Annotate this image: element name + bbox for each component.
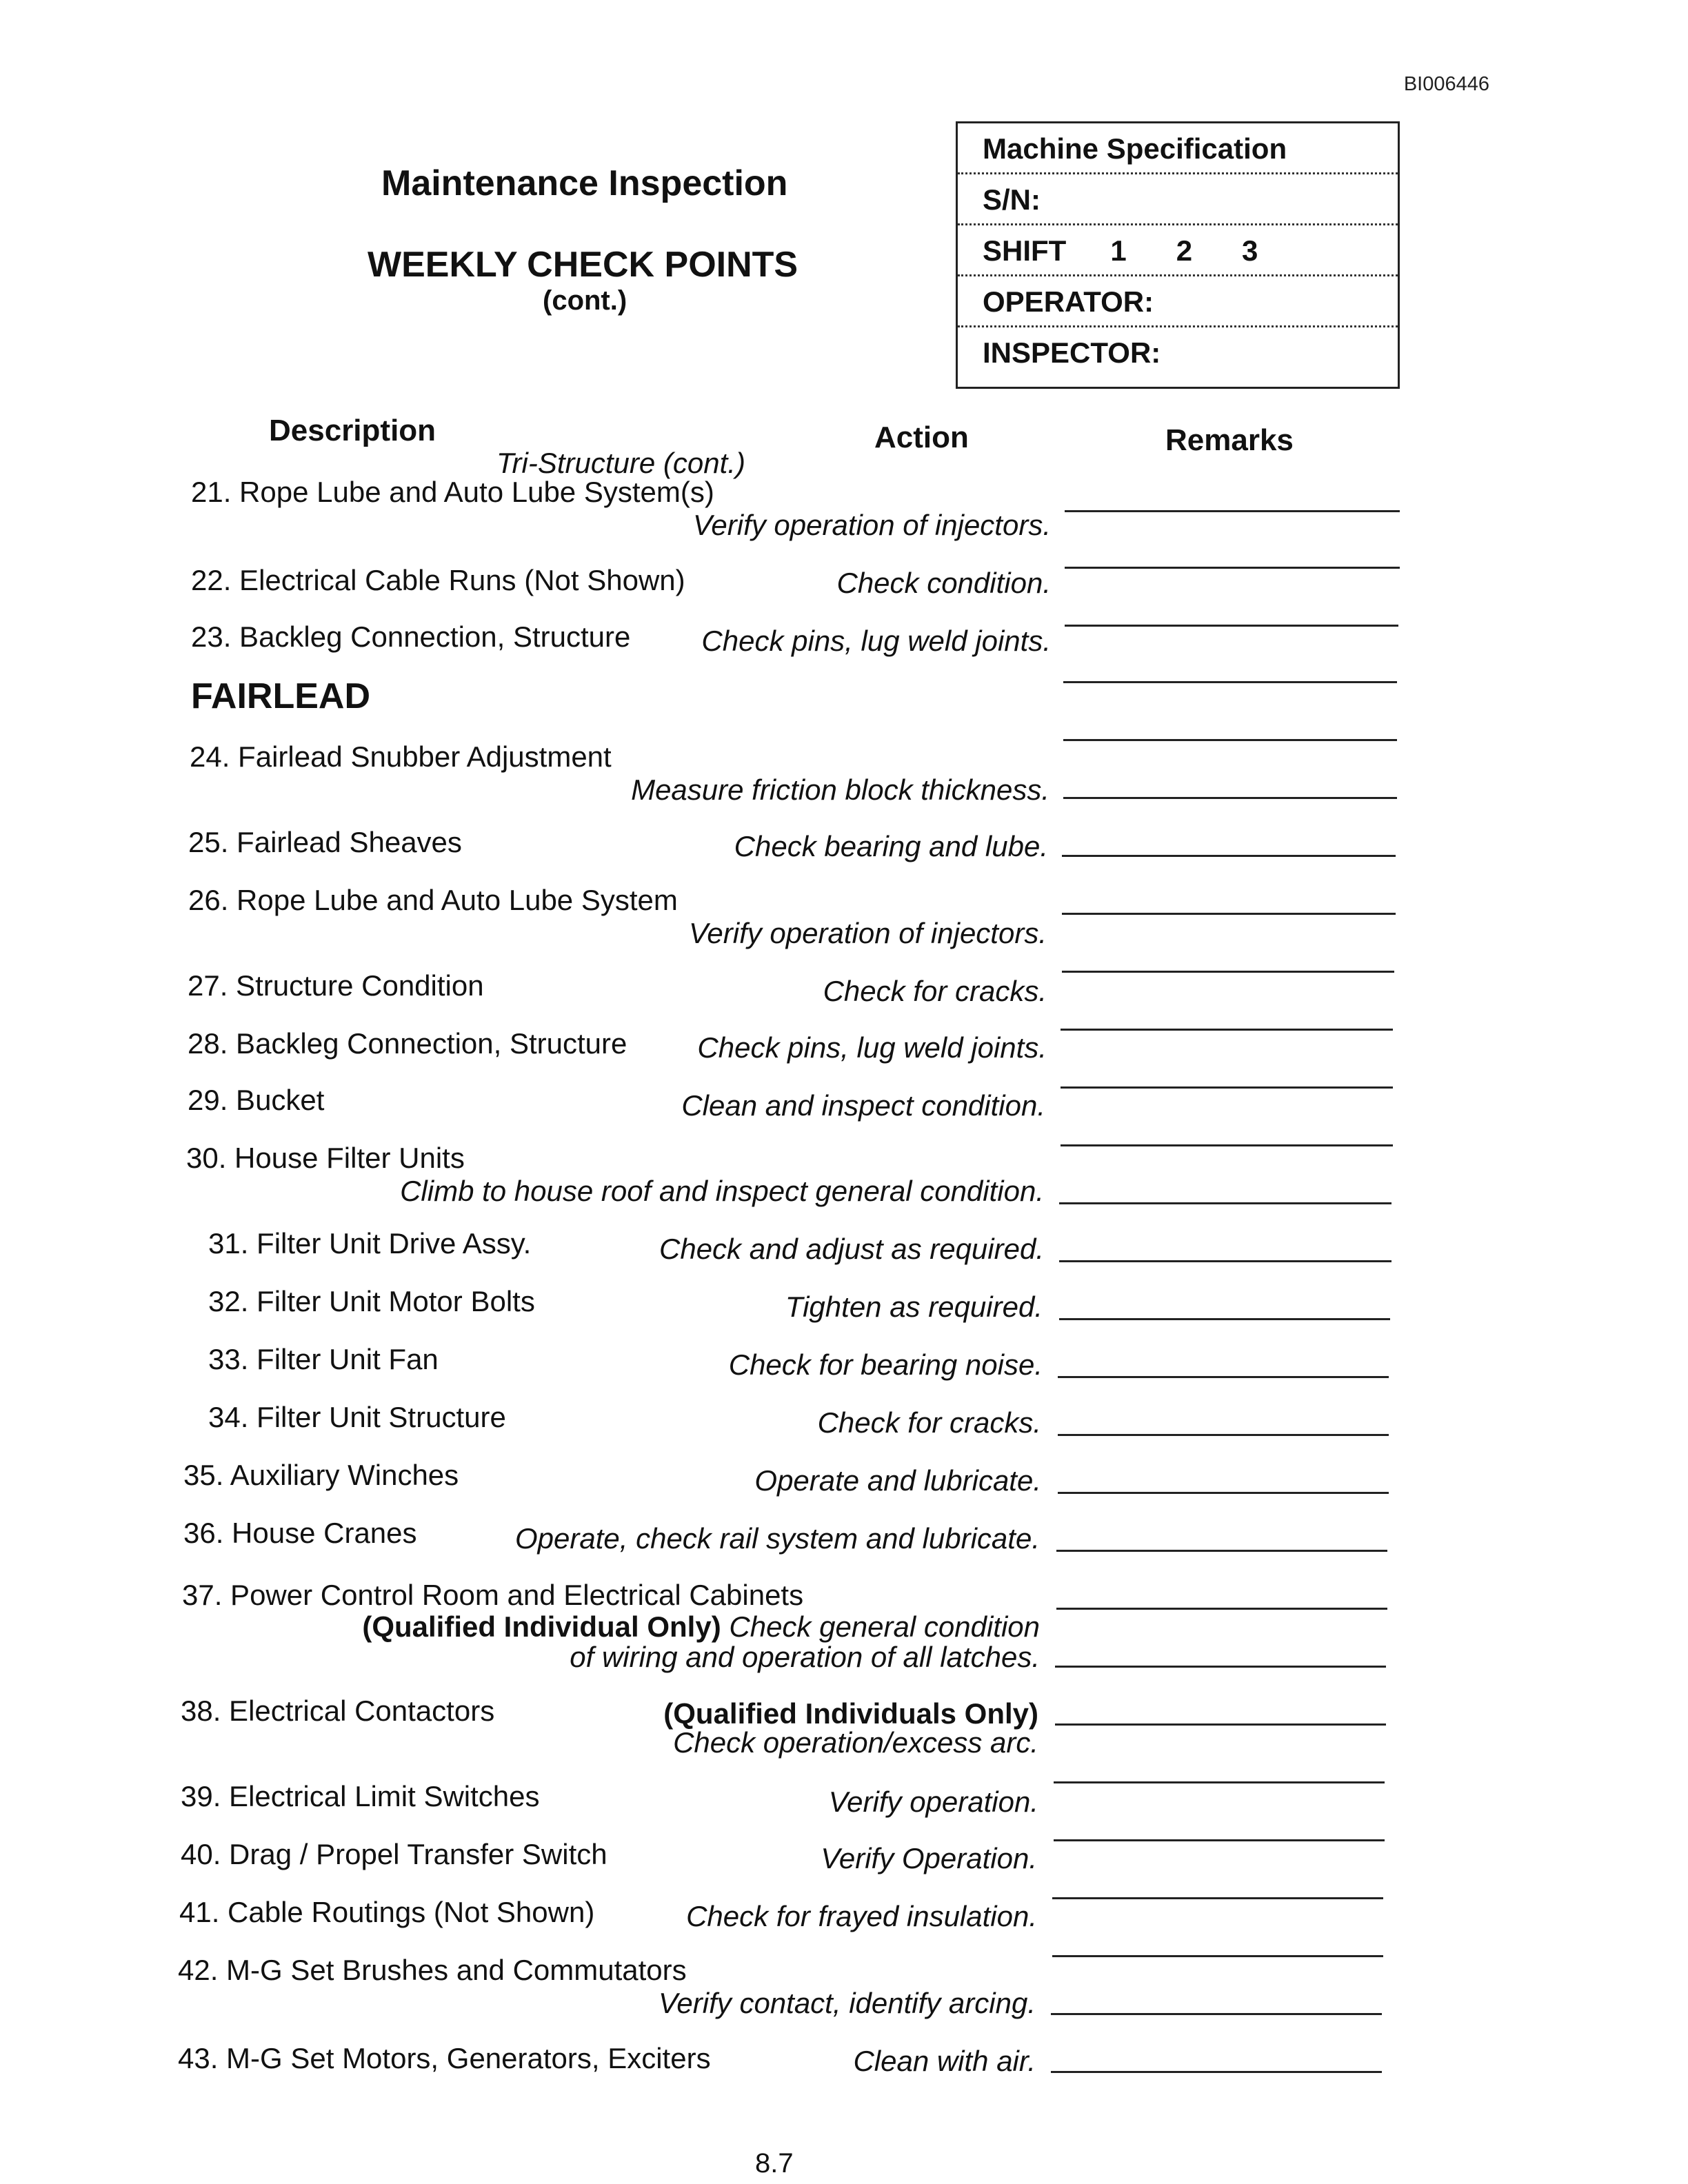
item-action: Check for cracks. — [823, 975, 1047, 1007]
item-action: Verify operation of injectors. — [688, 917, 1047, 949]
item-description: 24. Fairlead Snubber Adjustment — [190, 740, 612, 773]
item-action: Verify contact, identify arcing. — [658, 1987, 1036, 2019]
remarks-line[interactable] — [1052, 1897, 1383, 1899]
remarks-line[interactable] — [1059, 1260, 1391, 1262]
item-action: Check for frayed insulation. — [686, 1900, 1037, 1932]
item-description: 29. Bucket — [188, 1084, 325, 1116]
remarks-line[interactable] — [1065, 625, 1398, 627]
item-action: Check operation/excess arc. — [673, 1726, 1038, 1759]
remarks-line[interactable] — [1063, 797, 1397, 799]
item-qualifier: (Qualified Individual Only) — [362, 1610, 721, 1643]
inspector-field[interactable]: INSPECTOR: — [983, 336, 1161, 369]
remarks-line[interactable] — [1063, 681, 1397, 683]
remarks-line[interactable] — [1062, 913, 1396, 915]
item-description: 26. Rope Lube and Auto Lube System — [188, 884, 678, 916]
item-action-text: Check general condition — [729, 1610, 1040, 1643]
remarks-line[interactable] — [1065, 510, 1400, 512]
serial-number-field[interactable]: S/N: — [958, 174, 1398, 225]
item-description: 36. House Cranes — [183, 1517, 417, 1549]
page-title: Maintenance Inspection — [381, 163, 788, 203]
page-subtitle: WEEKLY CHECK POINTS — [368, 245, 798, 285]
remarks-line[interactable] — [1062, 971, 1394, 973]
item-action: Check for cracks. — [817, 1406, 1041, 1439]
remarks-line[interactable] — [1065, 567, 1400, 569]
item-action: Operate and lubricate. — [754, 1464, 1041, 1497]
item-description: 39. Electrical Limit Switches — [181, 1780, 540, 1812]
item-action: Clean and inspect condition. — [681, 1089, 1045, 1122]
item-action: Check for bearing noise. — [728, 1348, 1043, 1381]
remarks-line[interactable] — [1061, 1029, 1393, 1031]
remarks-line[interactable] — [1055, 1723, 1386, 1726]
item-action: Tighten as required. — [785, 1291, 1043, 1323]
item-action: Check condition. — [836, 567, 1051, 599]
document-id: BI006446 — [1403, 73, 1489, 95]
remarks-line[interactable] — [1061, 1144, 1393, 1146]
item-description: 41. Cable Routings (Not Shown) — [179, 1896, 595, 1928]
remarks-line[interactable] — [1056, 1550, 1387, 1552]
remarks-line[interactable] — [1058, 1434, 1389, 1436]
item-description: 31. Filter Unit Drive Assy. — [208, 1227, 532, 1260]
item-action: Measure friction block thickness. — [631, 774, 1049, 806]
item-description: 25. Fairlead Sheaves — [188, 826, 462, 858]
item-description: 42. M-G Set Brushes and Commutators — [178, 1954, 687, 1986]
column-header-remarks: Remarks — [1165, 423, 1294, 457]
item-action — [362, 1610, 1040, 1644]
item-action: Verify operation of injectors. — [692, 509, 1051, 541]
item-description: 21. Rope Lube and Auto Lube System(s) — [191, 476, 714, 508]
shift-option-1[interactable]: 1 — [1110, 234, 1127, 267]
item-action: Check pins, lug weld joints. — [697, 1031, 1047, 1064]
item-description: 28. Backleg Connection, Structure — [188, 1027, 627, 1060]
item-action: Verify operation. — [828, 1786, 1038, 1818]
page-number: 8.7 — [755, 2148, 794, 2178]
remarks-line[interactable] — [1055, 1666, 1386, 1668]
shift-label: SHIFT — [983, 234, 1067, 267]
item-action: Check and adjust as required. — [659, 1233, 1044, 1265]
item-description: 30. House Filter Units — [186, 1142, 465, 1174]
item-action: Check bearing and lube. — [734, 830, 1048, 862]
item-description: 23. Backleg Connection, Structure — [191, 620, 631, 653]
item-description: 35. Auxiliary Winches — [183, 1459, 459, 1491]
operator-field[interactable]: OPERATOR: — [958, 276, 1398, 327]
remarks-line[interactable] — [1059, 1202, 1391, 1204]
item-action: Verify Operation. — [821, 1842, 1037, 1874]
remarks-line[interactable] — [1063, 739, 1397, 741]
item-action: Check pins, lug weld joints. — [701, 625, 1051, 657]
item-action: Climb to house roof and inspect general condition. — [400, 1175, 1044, 1207]
subtitle-note: (cont.) — [543, 285, 627, 316]
section-heading-fairlead: FAIRLEAD — [191, 676, 370, 716]
item-description: 27. Structure Condition — [188, 969, 484, 1002]
column-header-description: Description — [269, 414, 436, 447]
shift-option-3[interactable]: 3 — [1242, 234, 1258, 267]
item-action: Clean with air. — [853, 2045, 1036, 2077]
machine-spec-box — [956, 121, 1400, 389]
remarks-line[interactable] — [1056, 1608, 1387, 1610]
remarks-line[interactable] — [1058, 1492, 1389, 1494]
remarks-line[interactable] — [1058, 1376, 1389, 1378]
item-description: 33. Filter Unit Fan — [208, 1343, 439, 1375]
remarks-line[interactable] — [1052, 1955, 1383, 1957]
item-description: 40. Drag / Propel Transfer Switch — [181, 1838, 607, 1870]
remarks-line[interactable] — [1051, 2013, 1382, 2015]
shift-option-2[interactable]: 2 — [1176, 234, 1193, 267]
item-description: 37. Power Control Room and Electrical Cabinets — [182, 1579, 804, 1611]
remarks-line[interactable] — [1062, 855, 1396, 857]
item-description: 34. Filter Unit Structure — [208, 1401, 506, 1433]
remarks-line[interactable] — [1061, 1086, 1393, 1089]
spec-heading: Machine Specification — [958, 123, 1398, 174]
shift-field[interactable] — [958, 225, 1398, 276]
item-description: 38. Electrical Contactors — [181, 1695, 495, 1727]
item-action-continued: of wiring and operation of all latches. — [570, 1641, 1040, 1673]
column-header-action: Action — [874, 421, 969, 454]
remarks-line[interactable] — [1051, 2071, 1382, 2073]
remarks-line[interactable] — [1059, 1318, 1390, 1320]
item-description: 32. Filter Unit Motor Bolts — [208, 1285, 535, 1317]
item-description: 43. M-G Set Motors, Generators, Exciters — [178, 2042, 711, 2074]
item-action: Operate, check rail system and lubricate. — [514, 1522, 1040, 1555]
item-description: 22. Electrical Cable Runs (Not Shown) — [191, 564, 685, 596]
remarks-line[interactable] — [1054, 1839, 1385, 1841]
remarks-line[interactable] — [1054, 1781, 1385, 1783]
item-qualifier: (Qualified Individuals Only) — [663, 1697, 1038, 1730]
group-label: Tri-Structure (cont.) — [496, 447, 745, 479]
